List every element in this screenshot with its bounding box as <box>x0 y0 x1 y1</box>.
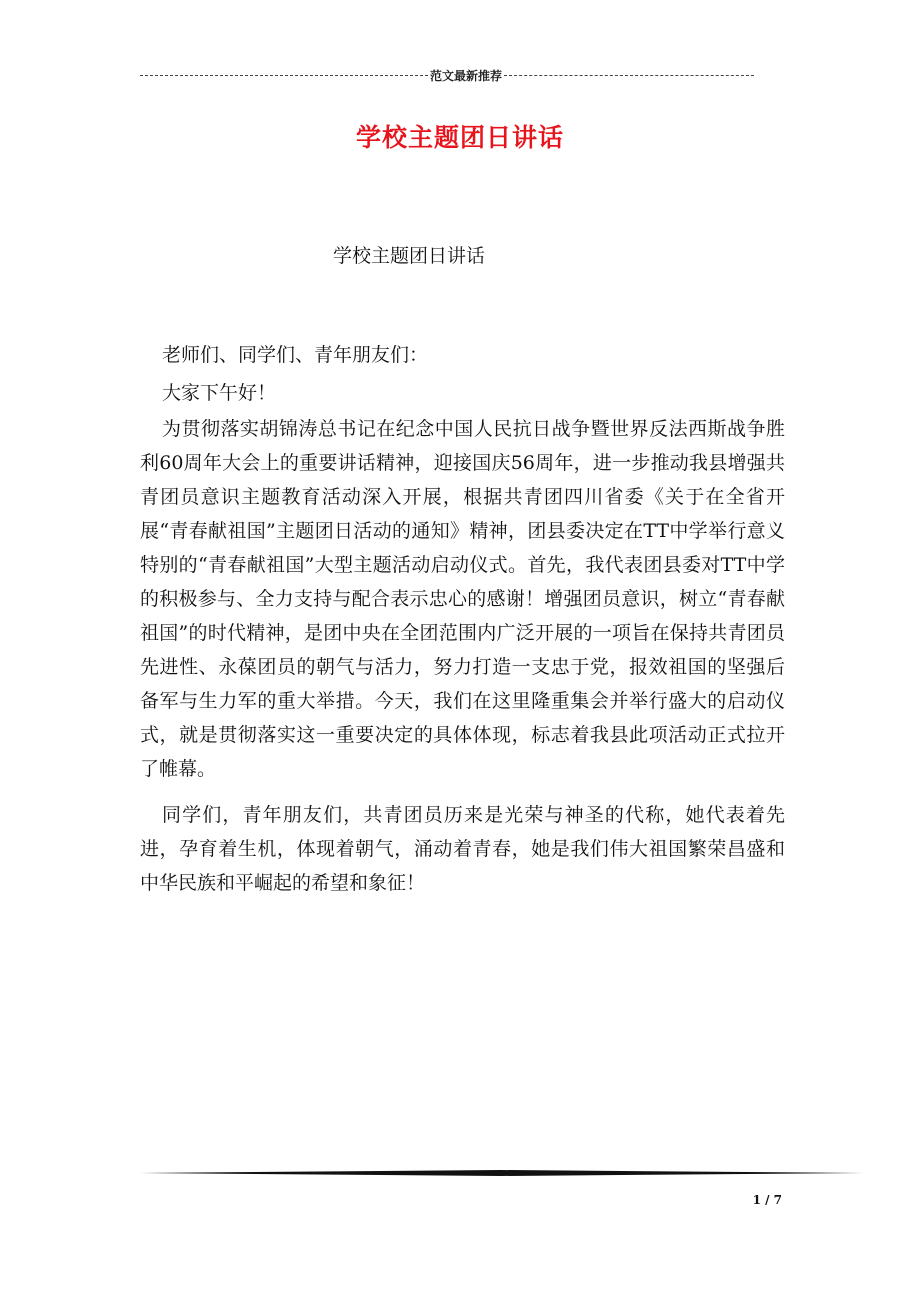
document-body <box>140 338 785 900</box>
paragraph-2: 同学们，青年朋友们，共青团员历来是光荣与神圣的代称，她代表着先进，孕育着生机，体现着朝气，涌动着青春，她是我们伟大祖国繁荣昌盛和中华民族和平崛起的希望和象征！ <box>140 804 785 894</box>
footer-rule <box>140 1170 863 1176</box>
greeting: 大家下午好！ <box>162 382 277 404</box>
salutation: 老师们、同学们、青年朋友们： <box>162 344 429 366</box>
document-title: 学校主题团日讲话 <box>355 123 564 152</box>
page-number: 1 / 7 <box>752 1193 782 1207</box>
header-dash-left <box>140 75 428 77</box>
header-banner <box>140 66 768 86</box>
document-subtitle: 学校主题团日讲话 <box>333 245 486 267</box>
header-dash-right <box>504 75 754 77</box>
paragraph-1: 为贯彻落实胡锦涛总书记在纪念中国人民抗日战争暨世界反法西斯战争胜利60周年大会上的重要讲话精神，迎接国庆56周年，进一步推动我县增强共青团员意识主题教育活动深入开展，根据共青团四川省委《关于在全省开展“青春献祖国”主题团日活动的通知》精神，团县委决定在TT中学举行意义特别的“青春献祖国”大型主题活动启动仪式。首先，我代表团县委对TT中学的积极参与、全力支持与配合表示忠心的感谢！增强团员意识，树立“青春献祖国”的时代精神，是团中央在全团范围内广泛开展的一项旨在保持共青团员先进性、永葆团员的朝气与活力，努力打造一支忠于党，报效祖国的坚强后备军与生力军的重大举措。今天，我们在这里隆重集会并举行盛大的启动仪式，就是贯彻落实这一重要决定的具体体现，标志着我县此项活动正式拉开了帷幕。 <box>140 418 785 780</box>
header-label: 范文最新推荐 <box>430 69 503 83</box>
